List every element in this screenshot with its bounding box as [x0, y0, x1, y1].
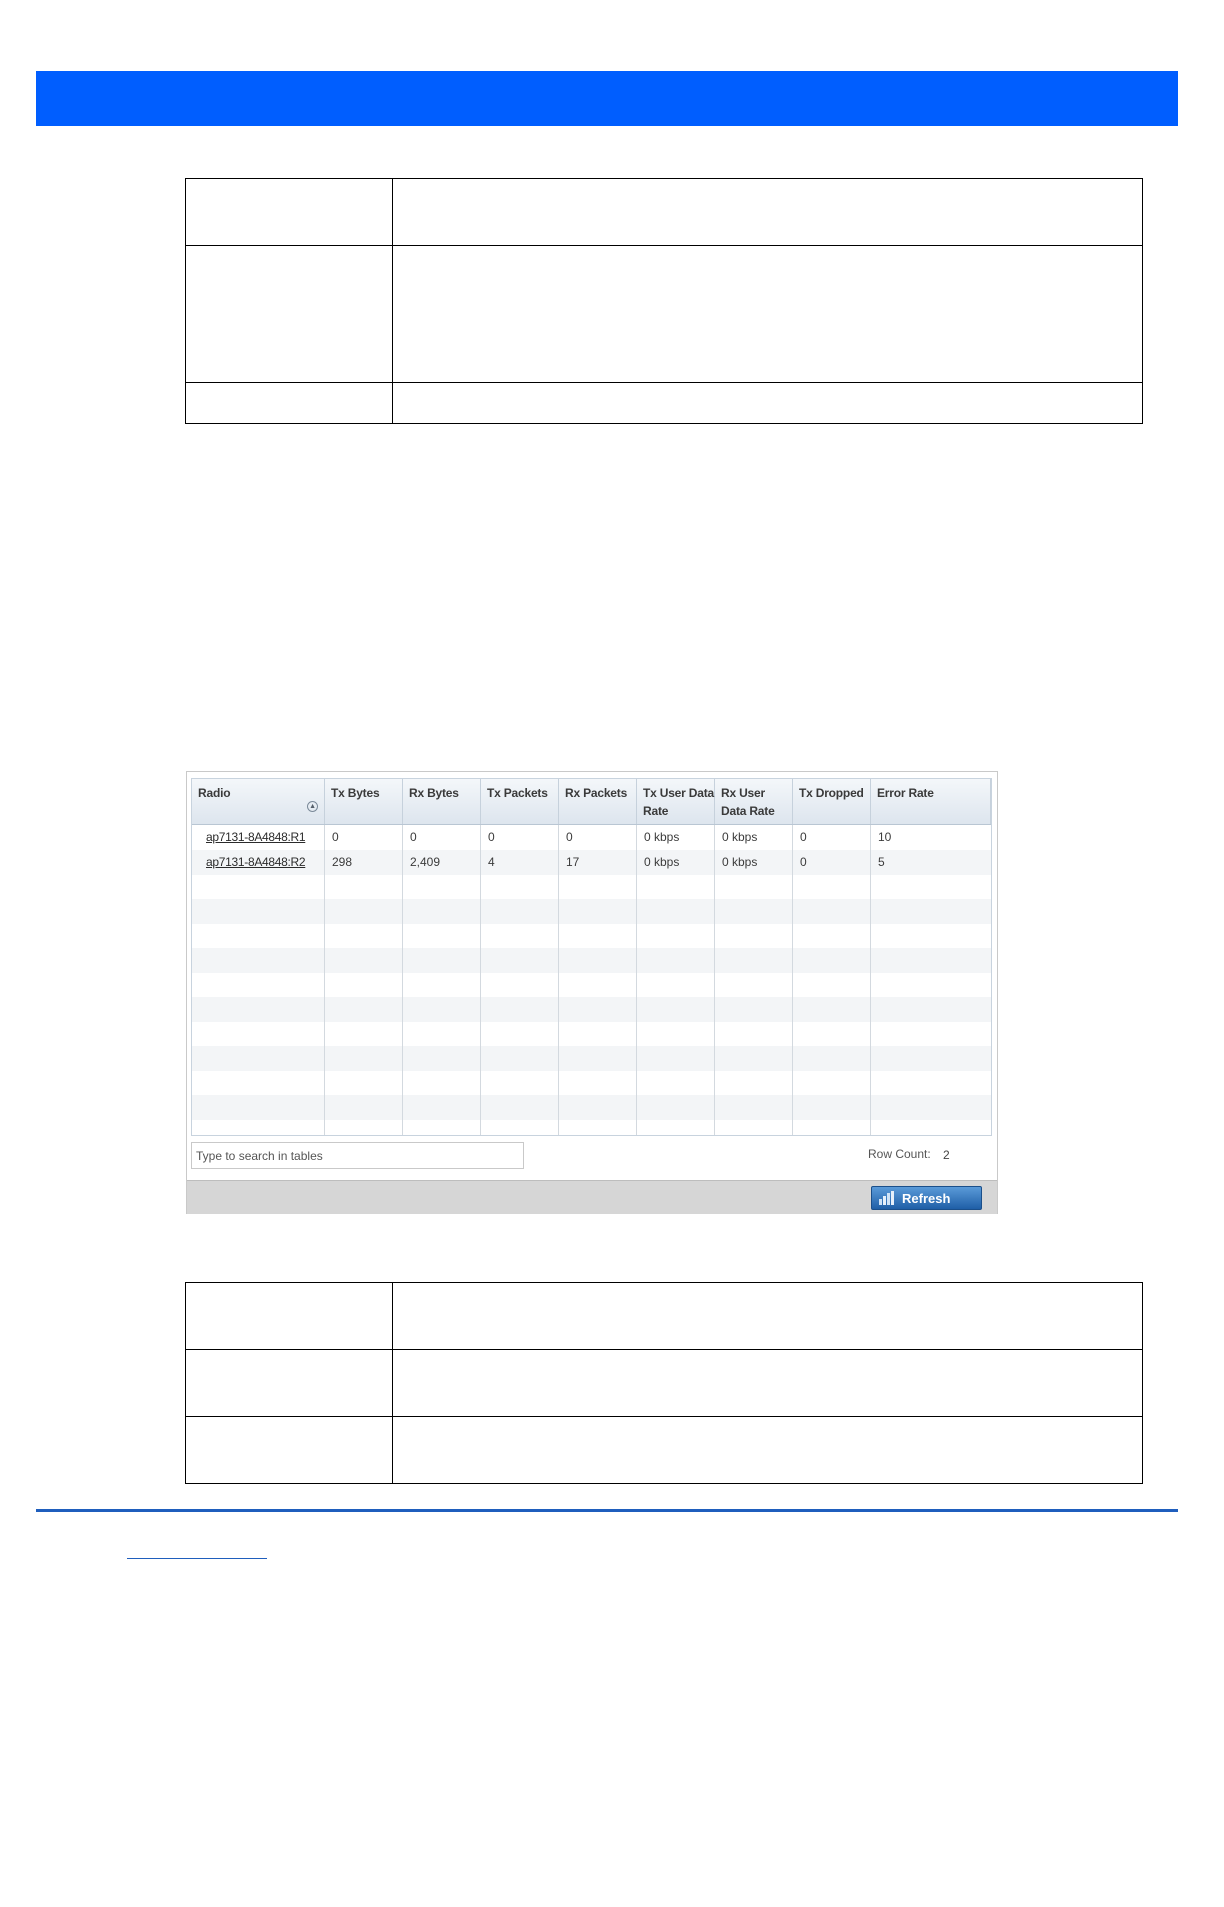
column-header[interactable] [793, 779, 871, 824]
table-cell [186, 246, 393, 383]
table-row [192, 1021, 991, 1046]
table-cell: 17 [566, 854, 580, 869]
table-cell: 10 [878, 830, 892, 844]
description-table-bottom [185, 1282, 1143, 1484]
table-row [192, 923, 991, 948]
table-cell [186, 1283, 393, 1350]
table-cell [186, 1417, 393, 1484]
column-header[interactable] [559, 779, 637, 824]
table-cell: 0 kbps [644, 830, 680, 844]
panel-footer-bar [187, 1180, 997, 1214]
table-cell [186, 1350, 393, 1417]
refresh-button[interactable] [871, 1186, 982, 1210]
table-cell: 2,409 [410, 854, 441, 869]
column-header-label: Rx Bytes [409, 786, 459, 800]
table-row [192, 1046, 991, 1071]
table-cell [393, 179, 1143, 246]
table-cell [393, 1417, 1143, 1484]
table-cell: 5 [878, 854, 885, 869]
column-divider [792, 825, 793, 1135]
column-divider [402, 825, 403, 1135]
table-cell: 0 kbps [722, 854, 758, 869]
table-search-input[interactable] [191, 1142, 524, 1169]
column-header-label: Rx User Data Rate [721, 786, 775, 818]
column-header-label: Tx User Data Rate [643, 786, 714, 818]
table-cell: 0 [800, 854, 807, 869]
table-cell [393, 383, 1143, 424]
description-table-top [185, 178, 1143, 424]
row-count-label: Row Count: [868, 1147, 931, 1161]
table-row [192, 1095, 991, 1120]
table-row[interactable] [192, 850, 991, 875]
column-divider [714, 825, 715, 1135]
table-row [192, 997, 991, 1022]
radio-traffic-screen [186, 771, 998, 1214]
traffic-table [191, 778, 992, 1136]
table-cell: 0 [800, 830, 807, 844]
table-cell [186, 179, 393, 246]
row-count-value: 2 [943, 1148, 950, 1162]
table-cell [393, 1283, 1143, 1350]
column-divider [480, 825, 481, 1135]
table-cell: 298 [332, 854, 353, 869]
column-header[interactable] [403, 779, 481, 824]
table-row [192, 899, 991, 924]
table-cell: 0 [566, 830, 573, 844]
table-cell [186, 383, 393, 424]
column-header[interactable] [715, 779, 793, 824]
column-divider [870, 825, 871, 1135]
table-cell: 0 [332, 830, 339, 844]
column-header[interactable] [481, 779, 559, 824]
column-header-label: Rx Packets [565, 786, 628, 800]
table-row [192, 874, 991, 899]
column-divider [324, 825, 325, 1135]
refresh-icon [878, 1190, 895, 1206]
table-row [192, 972, 991, 997]
table-cell: 0 kbps [722, 830, 758, 844]
sort-ascending-icon[interactable]: ▲ [307, 801, 318, 812]
table-cell: 0 [410, 830, 417, 844]
column-divider [558, 825, 559, 1135]
table-row [192, 948, 991, 973]
table-cell: 4 [488, 854, 495, 869]
radio-link[interactable]: ap7131-8A4848:R1 [206, 830, 306, 844]
table-cell: 0 [488, 830, 495, 844]
column-header[interactable] [192, 779, 325, 824]
table-cell: 0 kbps [644, 854, 680, 869]
column-divider [636, 825, 637, 1135]
table-row[interactable] [192, 825, 991, 850]
column-header[interactable] [637, 779, 715, 824]
table-cell [393, 246, 1143, 383]
column-header[interactable] [871, 779, 991, 824]
page-footer-link-underline [127, 1558, 267, 1559]
column-header[interactable] [325, 779, 403, 824]
column-header-label: Tx Packets [487, 786, 548, 800]
column-header-label: Tx Dropped [799, 786, 864, 800]
refresh-label: Refresh [902, 1191, 951, 1206]
radio-link[interactable]: ap7131-8A4848:R2 [206, 854, 306, 869]
column-header-label: Tx Bytes [331, 786, 380, 800]
table-cell [393, 1350, 1143, 1417]
column-header-label: Error Rate [877, 786, 934, 800]
table-row [192, 1070, 991, 1095]
column-header-label: Radio [198, 786, 231, 800]
grid-header [192, 779, 991, 825]
page-footer-rule [36, 1509, 1178, 1512]
chapter-header-bar [36, 71, 1178, 126]
